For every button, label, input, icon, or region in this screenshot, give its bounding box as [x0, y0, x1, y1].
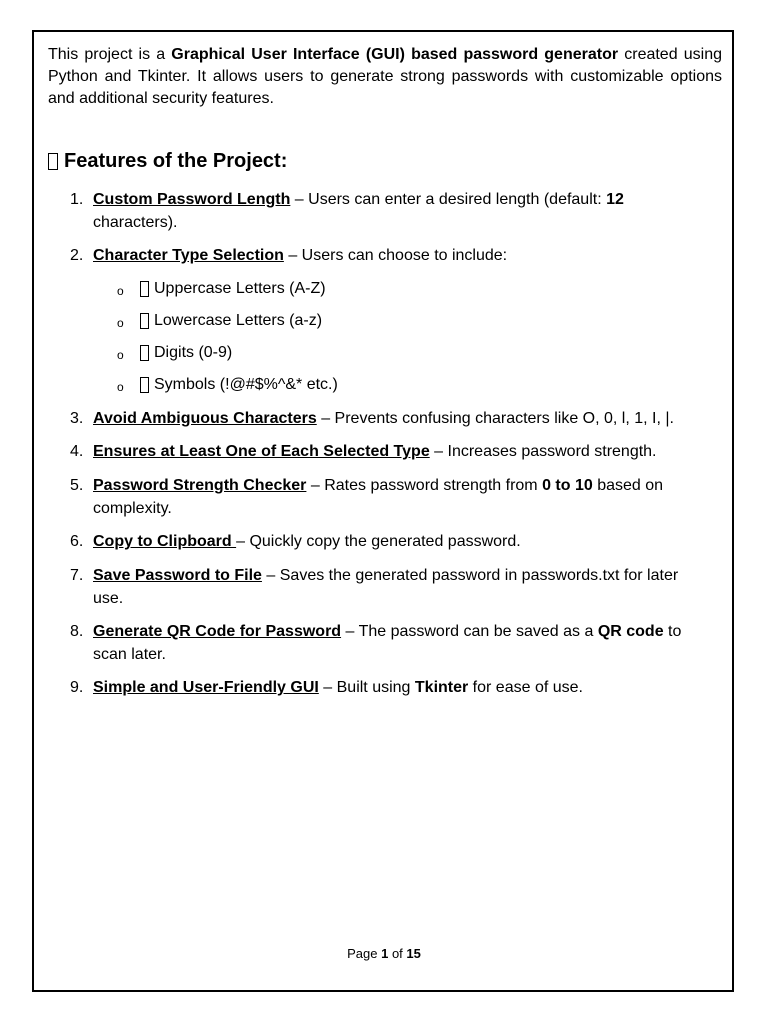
feature-number: 6. — [70, 533, 84, 550]
feature-number: 4. — [70, 443, 84, 460]
feature-desc-bold: 0 to 10 — [542, 477, 593, 494]
intro-text-start: This project is a — [48, 46, 172, 63]
feature-desc-bold: Tkinter — [414, 679, 469, 696]
page-number: 1 — [381, 946, 389, 961]
checkbox-glyph-icon — [140, 281, 149, 297]
box-glyph-icon — [48, 153, 58, 170]
feature-desc: – Rates password strength from — [306, 477, 543, 494]
feature-desc: – Increases password strength. — [429, 443, 657, 460]
feature-text — [93, 564, 693, 610]
of-word: of — [388, 946, 407, 961]
circle-bullet-icon: o — [117, 284, 124, 298]
feature-desc-end: to scan later. — [93, 623, 682, 663]
feature-title: Copy to Clipboard — [93, 533, 237, 550]
feature-desc: – Built using — [318, 679, 415, 696]
feature-number: 9. — [70, 679, 84, 696]
feature-title: Custom Password Length — [93, 191, 291, 208]
feature-title: Password Strength Checker — [93, 477, 307, 494]
feature-number: 5. — [70, 477, 84, 494]
feature-title: Simple and User-Friendly GUI — [93, 679, 319, 696]
document-page — [32, 30, 734, 992]
feature-desc: – Users can choose to include: — [283, 247, 508, 264]
intro-text-end: created using Python and Tkinter. It allows users to generate strong passwords with customizable options and additional security features. — [48, 46, 723, 107]
character-type-label: Symbols (!@#$%^&* etc.) — [154, 376, 338, 393]
feature-title: Ensures at Least One of Each Selected Type — [93, 443, 430, 460]
feature-desc: – Prevents confusing characters like O, 0, l, 1, I, |. — [316, 410, 674, 427]
feature-text — [93, 474, 693, 520]
feature-number: 2. — [70, 247, 84, 264]
feature-text — [93, 530, 693, 553]
feature-text — [93, 440, 693, 463]
features-heading-text: Features of the Project: — [64, 150, 288, 172]
page-word: Page — [347, 946, 382, 961]
checkbox-glyph-icon — [140, 313, 149, 329]
feature-text — [93, 407, 693, 430]
feature-number: 7. — [70, 567, 84, 584]
checkbox-glyph-icon — [140, 345, 149, 361]
feature-title: Generate QR Code for Password — [93, 623, 342, 640]
feature-number: 8. — [70, 623, 84, 640]
feature-desc: – Users can enter a desired length (default: — [290, 191, 607, 208]
features-heading — [48, 150, 287, 173]
page-total: 15 — [406, 946, 421, 961]
feature-desc-end: based on complexity. — [93, 477, 664, 517]
character-type-label: Uppercase Letters (A-Z) — [154, 280, 326, 297]
feature-number: 3. — [70, 410, 84, 427]
intro-bold-text: Graphical User Interface (GUI) based password generator — [171, 46, 619, 63]
checkbox-glyph-icon — [140, 377, 149, 393]
feature-desc-end: characters). — [93, 214, 178, 231]
feature-desc-bold: 12 — [606, 191, 624, 208]
character-type-label: Lowercase Letters (a-z) — [154, 312, 323, 329]
feature-desc: – The password can be saved as a — [341, 623, 598, 640]
feature-desc: – Saves the generated password in passwords.txt for later use. — [93, 567, 679, 607]
intro-paragraph — [48, 44, 722, 110]
feature-title: Character Type Selection — [93, 247, 284, 264]
circle-bullet-icon: o — [117, 380, 124, 394]
feature-title: Save Password to File — [93, 567, 262, 584]
feature-title: Avoid Ambiguous Characters — [93, 410, 317, 427]
character-type-label: Digits (0-9) — [154, 344, 233, 361]
feature-number: 1. — [70, 191, 84, 208]
feature-desc-bold: QR code — [597, 623, 664, 640]
feature-text — [93, 188, 693, 234]
circle-bullet-icon: o — [117, 348, 124, 362]
feature-desc-end: for ease of use. — [468, 679, 583, 696]
feature-desc: – Quickly copy the generated password. — [236, 533, 521, 550]
page-footer — [34, 946, 734, 961]
feature-text — [93, 620, 693, 666]
circle-bullet-icon: o — [117, 316, 124, 330]
feature-text — [93, 244, 693, 267]
feature-text — [93, 676, 693, 699]
